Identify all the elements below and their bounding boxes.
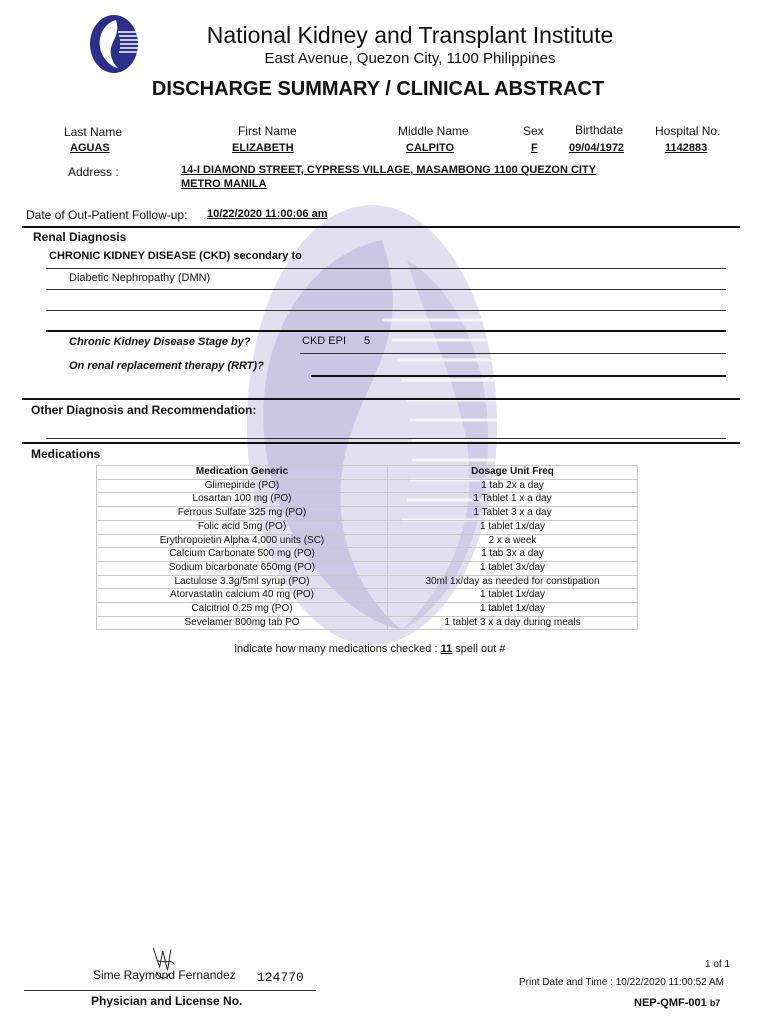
- physician-label: Physician and License No.: [91, 994, 243, 1008]
- birthdate-value: 09/04/1972: [569, 142, 625, 154]
- section-divider: [22, 226, 740, 228]
- institute-name: National Kidney and Transplant Institute: [206, 22, 614, 48]
- table-row: [97, 507, 638, 521]
- page-number: 1 of 1: [705, 959, 731, 970]
- renal-diagnosis-heading: Renal Diagnosis: [33, 230, 127, 244]
- stage-line: [300, 353, 726, 354]
- ckd-stage-value: 5: [364, 335, 371, 347]
- institute-address: East Avenue, Quezon City, 1100 Philippines: [264, 50, 556, 67]
- column-header-generic: Medication Generic: [97, 466, 388, 480]
- last-name-value: AGUAS: [70, 142, 110, 154]
- middle-name-label: Middle Name: [398, 124, 469, 138]
- medication-count-prefix: indicate how many medications checked :: [234, 643, 438, 655]
- physician-license: 124770: [257, 970, 304, 985]
- medication-generic: Erythropoietin Alpha 4,000 units (SC): [97, 534, 388, 548]
- medication-dosage: 1 tablet 1x/day: [388, 589, 638, 603]
- print-date-time: Print Date and Time : 10/22/2020 11:00:52 AM: [519, 977, 724, 988]
- sex-value: F: [531, 142, 538, 154]
- diagnosis-line: [46, 289, 726, 290]
- medication-dosage: 1 tab 2x a day: [388, 479, 638, 493]
- medication-dosage: 1 tablet 1x/day: [388, 603, 638, 617]
- address-line-2: METRO MANILA: [181, 178, 267, 190]
- form-version: b7: [709, 998, 721, 1008]
- medication-dosage: 1 Tablet 1 x a day: [388, 493, 638, 507]
- renal-cause: Diabetic Nephropathy (DMN): [69, 272, 211, 284]
- medication-dosage: 1 tablet 3x/day: [388, 561, 638, 575]
- medication-generic: Calcitriol 0.25 mg (PO): [97, 603, 388, 617]
- form-code-value: NEP-QMF-001: [634, 997, 707, 1009]
- birthdate-label: Birthdate: [575, 123, 624, 137]
- table-row: [97, 575, 638, 589]
- document-title: DISCHARGE SUMMARY / CLINICAL ABSTRACT: [151, 78, 605, 100]
- table-row: [97, 493, 638, 507]
- middle-name-value: CALPITO: [406, 142, 455, 154]
- medication-generic: Glimepiride (PO): [97, 479, 388, 493]
- table-row: [97, 479, 638, 493]
- table-row: [97, 616, 638, 630]
- medication-dosage: 1 Tablet 3 x a day: [388, 507, 638, 521]
- section-divider: [22, 398, 740, 400]
- table-row: [97, 548, 638, 562]
- rrt-question: On renal replacement therapy (RRT)?: [69, 360, 264, 372]
- medication-generic: Sodium bicarbonate 650mg (PO): [97, 561, 388, 575]
- medication-dosage: 1 tablet 1x/day: [388, 520, 638, 534]
- other-diagnosis-heading: Other Diagnosis and Recommendation:: [31, 403, 257, 417]
- first-name-label: First Name: [238, 124, 297, 138]
- first-name-value: ELIZABETH: [232, 142, 294, 154]
- medication-dosage: 30ml 1x/day as needed for constipation: [388, 575, 638, 589]
- medication-generic: Atorvastatin calcium 40 mg (PO): [97, 589, 388, 603]
- address-label: Address :: [68, 165, 119, 179]
- sex-label: Sex: [523, 124, 544, 138]
- medication-count-suffix: spell out #: [455, 643, 506, 655]
- diagnosis-line: [46, 310, 726, 311]
- last-name-label: Last Name: [64, 125, 123, 139]
- rrt-line: [311, 375, 726, 377]
- medications-table: [96, 465, 638, 630]
- form-code: [634, 997, 720, 1009]
- medication-generic: Losartan 100 mg (PO): [97, 493, 388, 507]
- medication-dosage: 1 tablet 3 x a day during meals: [388, 616, 638, 630]
- table-header-row: [97, 466, 638, 480]
- column-header-dosage: Dosage Unit Freq: [388, 466, 638, 480]
- address-line-1: 14-I DIAMOND STREET, CYPRESS VILLAGE, MASAMBONG 1100 QUEZON CITY: [181, 164, 597, 176]
- other-diagnosis-line: [46, 438, 726, 439]
- hospital-no-value: 1142883: [665, 142, 708, 154]
- table-row: [97, 561, 638, 575]
- section-divider: [22, 442, 740, 444]
- ckd-stage-method: CKD EPI: [302, 335, 347, 347]
- followup-label: Date of Out-Patient Follow-up:: [26, 208, 188, 222]
- table-row: [97, 589, 638, 603]
- medication-generic: Ferrous Sulfate 325 mg (PO): [97, 507, 388, 521]
- signature-line: [24, 990, 316, 991]
- medication-generic: Sevelamer 800mg tab PO: [97, 616, 388, 630]
- medication-generic: Calcium Carbonate 500 mg (PO): [97, 548, 388, 562]
- medication-generic: Lactulose 3.3g/5ml syrup (PO): [97, 575, 388, 589]
- followup-value: 10/22/2020 11:00:06 am: [207, 208, 328, 220]
- medication-count-value: 11: [440, 643, 453, 655]
- medication-dosage: 2 x a week: [388, 534, 638, 548]
- physician-name: Sime Raymond Fernandez: [93, 968, 236, 982]
- ckd-stage-question: Chronic Kidney Disease Stage by?: [69, 336, 251, 348]
- diagnosis-line: [46, 268, 726, 269]
- medication-dosage: 1 tab 3x a day: [388, 548, 638, 562]
- table-row: [97, 603, 638, 617]
- medication-count-line: [0, 643, 740, 655]
- renal-primary-diagnosis: CHRONIC KIDNEY DISEASE (CKD) secondary to: [49, 250, 302, 262]
- table-row: [97, 520, 638, 534]
- medication-generic: Folic acid 5mg (PO): [97, 520, 388, 534]
- diagnosis-line: [46, 330, 726, 332]
- medications-heading: Medications: [31, 447, 101, 461]
- table-row: [97, 534, 638, 548]
- hospital-no-label: Hospital No.: [655, 124, 721, 138]
